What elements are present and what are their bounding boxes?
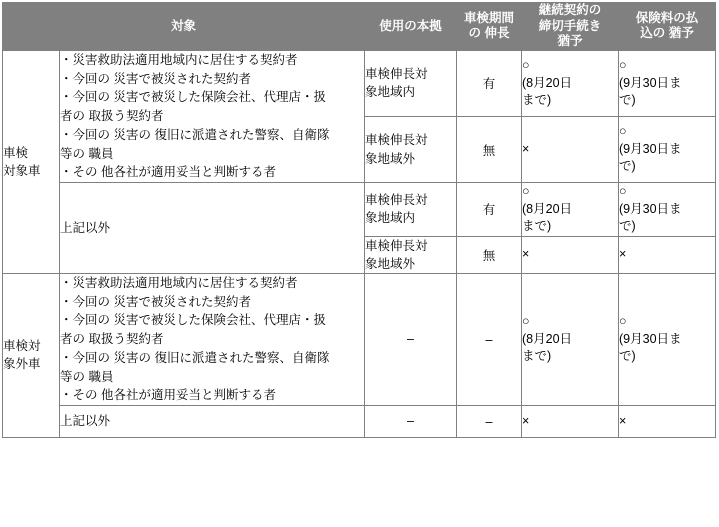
header-base: 使用の本拠 [365,3,457,51]
table-row [3,50,716,116]
continuation-mark: ○ [522,314,530,329]
premium-sub1: (9月30日ま [619,331,682,346]
base-line1: 車検伸長対 [365,238,428,253]
premium-cell-0-1-1 [619,236,716,273]
base-cell-0-1-0 [365,183,457,237]
header-continuation-line1: 継続契約の [538,3,602,17]
base-cell-0-0-1 [365,117,457,183]
base-cell-1-0-0: – [365,273,457,405]
extension-cell-1-0-0: – [457,273,522,405]
target-item: ・その 他各社が適用妥当と判断する者 [60,165,276,180]
continuation-sub2: まで) [522,219,552,234]
group-label-0-line2: 対象車 [3,163,41,178]
target-item: 等の 職員 [60,369,114,384]
header-extension-line1: 車検期間 [464,10,515,25]
header-premium-line1: 保険料の払 [635,10,699,25]
target-list-1-0 [60,274,364,405]
target-item: ・今回の 災害の 復旧に派遣された警察、自衛隊 [60,127,330,142]
premium-cell-1-1-0 [619,406,716,438]
target-item: ・その 他各社が適用妥当と判断する者 [60,388,276,403]
header-premium-line2: 込の 猶予 [640,26,694,41]
target-item: ・今回の 災害で被災された契約者 [60,294,251,309]
premium-sub2: で) [619,159,636,174]
target-item: 者の 取扱う契約者 [60,332,164,347]
target-cell-1-0 [60,273,365,405]
extension-cell-0-1-0: 有 [457,183,522,237]
group-label-1 [3,273,60,437]
premium-mark: ○ [619,184,627,199]
disaster-response-table [2,2,716,438]
base-line1: 車検伸長対 [365,67,428,82]
premium-sub2: で) [619,93,636,108]
base-line2: 象地域外 [365,151,416,166]
continuation-mark: ○ [522,58,530,73]
base-cell-1-1-0: – [365,406,457,438]
table-body [3,50,716,437]
premium-sub2: で) [619,349,636,364]
extension-cell-0-1-1: 無 [457,236,522,273]
continuation-cell-0-1-0 [522,183,619,237]
base-line2: 象地域内 [365,211,416,226]
extension-cell-0-0-0: 有 [457,50,522,116]
premium-sub1: (9月30日ま [619,75,682,90]
header-continuation-line3: 猶予 [557,34,583,49]
target-item: ・災害救助法適用地域内に居住する契約者 [60,52,298,67]
target-item: ・今回の 災害の 復旧に派遣された警察、自衛隊 [60,350,330,365]
target-list-0-0 [60,51,364,182]
continuation-sub2: まで) [522,93,552,108]
base-cell-0-0-0 [365,50,457,116]
header-row [3,3,716,51]
premium-sub1: (9月30日ま [619,201,682,216]
header-continuation [522,3,619,51]
table-row [3,183,716,237]
base-line2: 象地域内 [365,85,416,100]
premium-cell-0-1-0 [619,183,716,237]
premium-mark: ○ [619,314,627,329]
premium-mark: ○ [619,124,627,139]
continuation-mark: × [522,247,530,261]
target-item: ・今回の 災害で被災した保険会社、代理店・扱 [60,313,326,328]
base-cell-0-1-1 [365,236,457,273]
header-continuation-line2: 締切手続き [538,18,602,33]
header-target: 対象 [3,3,365,51]
target-item: 等の 職員 [60,146,114,161]
table-row [3,406,716,438]
target-cell-1-1: 上記以外 [60,406,365,438]
header-extension [457,3,522,51]
premium-mark: × [619,247,627,261]
premium-sub1: (9月30日ま [619,141,682,156]
continuation-cell-1-0-0 [522,273,619,405]
target-cell-0-1: 上記以外 [60,183,365,274]
premium-mark: × [619,413,627,428]
continuation-sub1: (8月20日 [522,201,573,216]
group-label-0 [3,50,60,273]
premium-sub2: で) [619,219,636,234]
continuation-mark: × [522,141,530,156]
group-label-1-line2: 象外車 [3,357,41,372]
base-line1: 車検伸長対 [365,133,428,148]
premium-cell-0-0-0 [619,50,716,116]
continuation-cell-1-1-0 [522,406,619,438]
extension-cell-0-0-1: 無 [457,117,522,183]
continuation-sub1: (8月20日 [522,331,573,346]
continuation-sub2: まで) [522,349,552,364]
premium-cell-0-0-1 [619,117,716,183]
target-item: ・今回の 災害で被災した保険会社、代理店・扱 [60,90,326,105]
base-line1: 車検伸長対 [365,193,428,208]
table-head [3,3,716,51]
premium-mark: ○ [619,58,627,73]
target-item: ・今回の 災害で被災された契約者 [60,71,251,86]
group-label-1-line1: 車検対 [3,339,41,354]
target-cell-0-0 [60,50,365,182]
header-premium [619,3,716,51]
continuation-sub1: (8月20日 [522,75,573,90]
premium-cell-1-0-0 [619,273,716,405]
target-item: ・災害救助法適用地域内に居住する契約者 [60,275,298,290]
continuation-mark: ○ [522,184,530,199]
target-item: 者の 取扱う契約者 [60,109,164,124]
continuation-cell-0-0-0 [522,50,619,116]
continuation-cell-0-1-1 [522,236,619,273]
group-label-0-line1: 車検 [3,145,29,160]
continuation-cell-0-0-1 [522,117,619,183]
table-row [3,273,716,405]
header-extension-line2: の 伸長 [468,26,510,41]
continuation-mark: × [522,413,530,428]
base-line2: 象地域外 [365,256,416,271]
extension-cell-1-1-0: – [457,406,522,438]
